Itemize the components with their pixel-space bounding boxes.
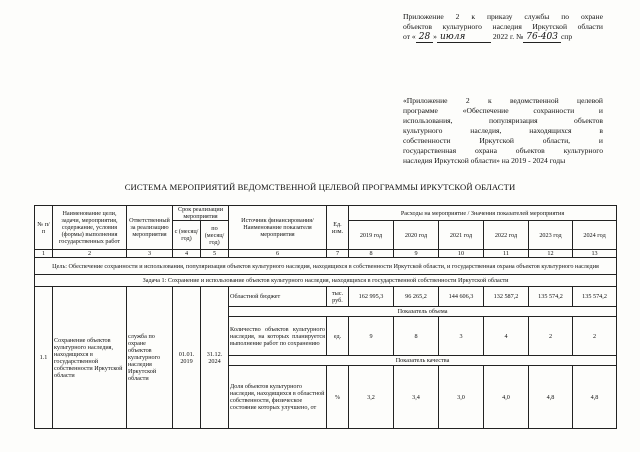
item-name: Сохранение объектов культурного наследия, находящихся в государственной собственности Иркутской области: [53, 287, 127, 429]
volume-2019: 9: [349, 317, 394, 356]
budget-2019: 162 995,3: [349, 287, 394, 307]
task-row: [35, 275, 617, 287]
date-day: 28: [416, 32, 433, 43]
header-year-2023: 2023 год: [529, 221, 573, 250]
goal-text: Цель: Обеспечение сохранности и использования, популяризация объектов культурного наследия, находящихся в собственности Иркутской области, и государственная охрана объектов культурного наследия: [35, 258, 617, 275]
budget-unit: тыс. руб.: [327, 287, 349, 307]
volume-2023: 2: [529, 317, 573, 356]
appendix-date-line: [403, 32, 603, 43]
appendix-line-2: объектов культурного наследия Иркутской области: [403, 22, 603, 31]
col-number: 3: [127, 250, 173, 258]
volume-unit: ед.: [327, 317, 349, 356]
program-line-6: государственная охрана объектов культурного: [403, 146, 603, 155]
header-row-1: [35, 206, 617, 221]
col-number: 7: [327, 250, 349, 258]
volume-label: Количество объектов культурного наследия, на которых планируется выполнение работ по сохранению: [229, 317, 327, 356]
program-line-3: использования, популяризация объектов: [403, 116, 603, 125]
budget-2022: 132 587,2: [484, 287, 529, 307]
appendix-reference: [403, 12, 603, 43]
appendix-line-1: Приложение 2 к приказу службы по охране: [403, 12, 603, 21]
quality-header: Показатель качества: [229, 356, 617, 366]
header-year-2024: 2024 год: [573, 221, 617, 250]
quality-2020: 3,4: [394, 366, 439, 429]
volume-2021: 3: [439, 317, 484, 356]
program-line-4: культурного наследия, находящихся в: [403, 126, 603, 135]
program-line-7: наследия Иркутской области» на 2019 - 2024 годы: [403, 156, 566, 165]
header-num: № п/п: [35, 206, 53, 250]
page-title: СИСТЕМА МЕРОПРИЯТИЙ ВЕДОМСТВЕННОЙ ЦЕЛЕВОЙ ПРОГРАММЫ ИРКУТСКОЙ ОБЛАСТИ: [124, 182, 516, 192]
header-year-2022: 2022 год: [484, 221, 529, 250]
budget-label: Областной бюджет: [229, 287, 327, 307]
date-mid: »: [433, 32, 437, 41]
header-year-2021: 2021 год: [439, 221, 484, 250]
program-line-1: «Приложение 2 к ведомственной целевой: [403, 96, 603, 105]
item-num: 1.1: [35, 287, 53, 429]
budget-2020: 96 265,2: [394, 287, 439, 307]
header-from: с (месяц/год): [173, 221, 201, 250]
quality-2021: 3,0: [439, 366, 484, 429]
col-number: 4: [173, 250, 201, 258]
item-exec: служба по охране объектов культурного наследия Иркутской области: [127, 287, 173, 429]
header-name: Наименование цели, задачи, мероприятия, содержание, условия (формы) выполнения государственных работ: [53, 206, 127, 250]
header-year-2020: 2020 год: [394, 221, 439, 250]
col-number: 1: [35, 250, 53, 258]
col-number: 13: [573, 250, 617, 258]
col-number: 10: [439, 250, 484, 258]
quality-2023: 4,8: [529, 366, 573, 429]
order-number: 76-403: [523, 32, 561, 43]
date-prefix: от «: [403, 32, 416, 41]
header-to: по (месяц/год): [201, 221, 229, 250]
volume-header: Показатель объема: [229, 307, 617, 317]
header-source: Источник финансирования/ Наименование показателя мероприятия: [229, 206, 327, 250]
quality-label: Доля объектов культурного наследия, находящихся в областной собственности, физическое состояние которых улучшено, от: [229, 366, 327, 429]
col-number: 8: [349, 250, 394, 258]
budget-row: [35, 287, 617, 307]
item-to: 31.12. 2024: [201, 287, 229, 429]
header-exec: Ответственный за реализацию мероприятия: [127, 206, 173, 250]
measures-table: [34, 205, 617, 429]
budget-2021: 144 606,3: [439, 287, 484, 307]
quality-unit: %: [327, 366, 349, 429]
date-month: июля: [437, 32, 491, 43]
col-number: 11: [484, 250, 529, 258]
task-text: Задача 1: Сохранение и использование объектов культурного наследия, находящихся в государственной собственности Иркутской области: [35, 275, 617, 287]
goal-row: [35, 258, 617, 275]
header-year-2019: 2019 год: [349, 221, 394, 250]
quality-2024: 4,8: [573, 366, 617, 429]
column-numbers-row: [35, 250, 617, 258]
program-line-5: собственности Иркутской области, и: [403, 136, 603, 145]
header-unit: Ед. изм.: [327, 206, 349, 250]
budget-2024: 135 574,2: [573, 287, 617, 307]
program-line-2: программе «Обеспечение сохранности и: [403, 106, 603, 115]
quality-2019: 3,2: [349, 366, 394, 429]
col-number: 2: [53, 250, 127, 258]
quality-2022: 4,0: [484, 366, 529, 429]
col-number: 9: [394, 250, 439, 258]
budget-2023: 135 574,2: [529, 287, 573, 307]
volume-2020: 8: [394, 317, 439, 356]
col-number: 12: [529, 250, 573, 258]
volume-2022: 4: [484, 317, 529, 356]
date-year: 2022 г. №: [492, 32, 524, 41]
order-suffix: спр: [560, 32, 573, 41]
program-reference: [403, 96, 603, 166]
col-number: 5: [201, 250, 229, 258]
header-term: Срок реализации мероприятия: [173, 206, 229, 221]
item-from: 01.01. 2019: [173, 287, 201, 429]
volume-2024: 2: [573, 317, 617, 356]
header-expenses: Расходы на мероприятие / Значения показателей мероприятия: [349, 206, 617, 221]
col-number: 6: [229, 250, 327, 258]
